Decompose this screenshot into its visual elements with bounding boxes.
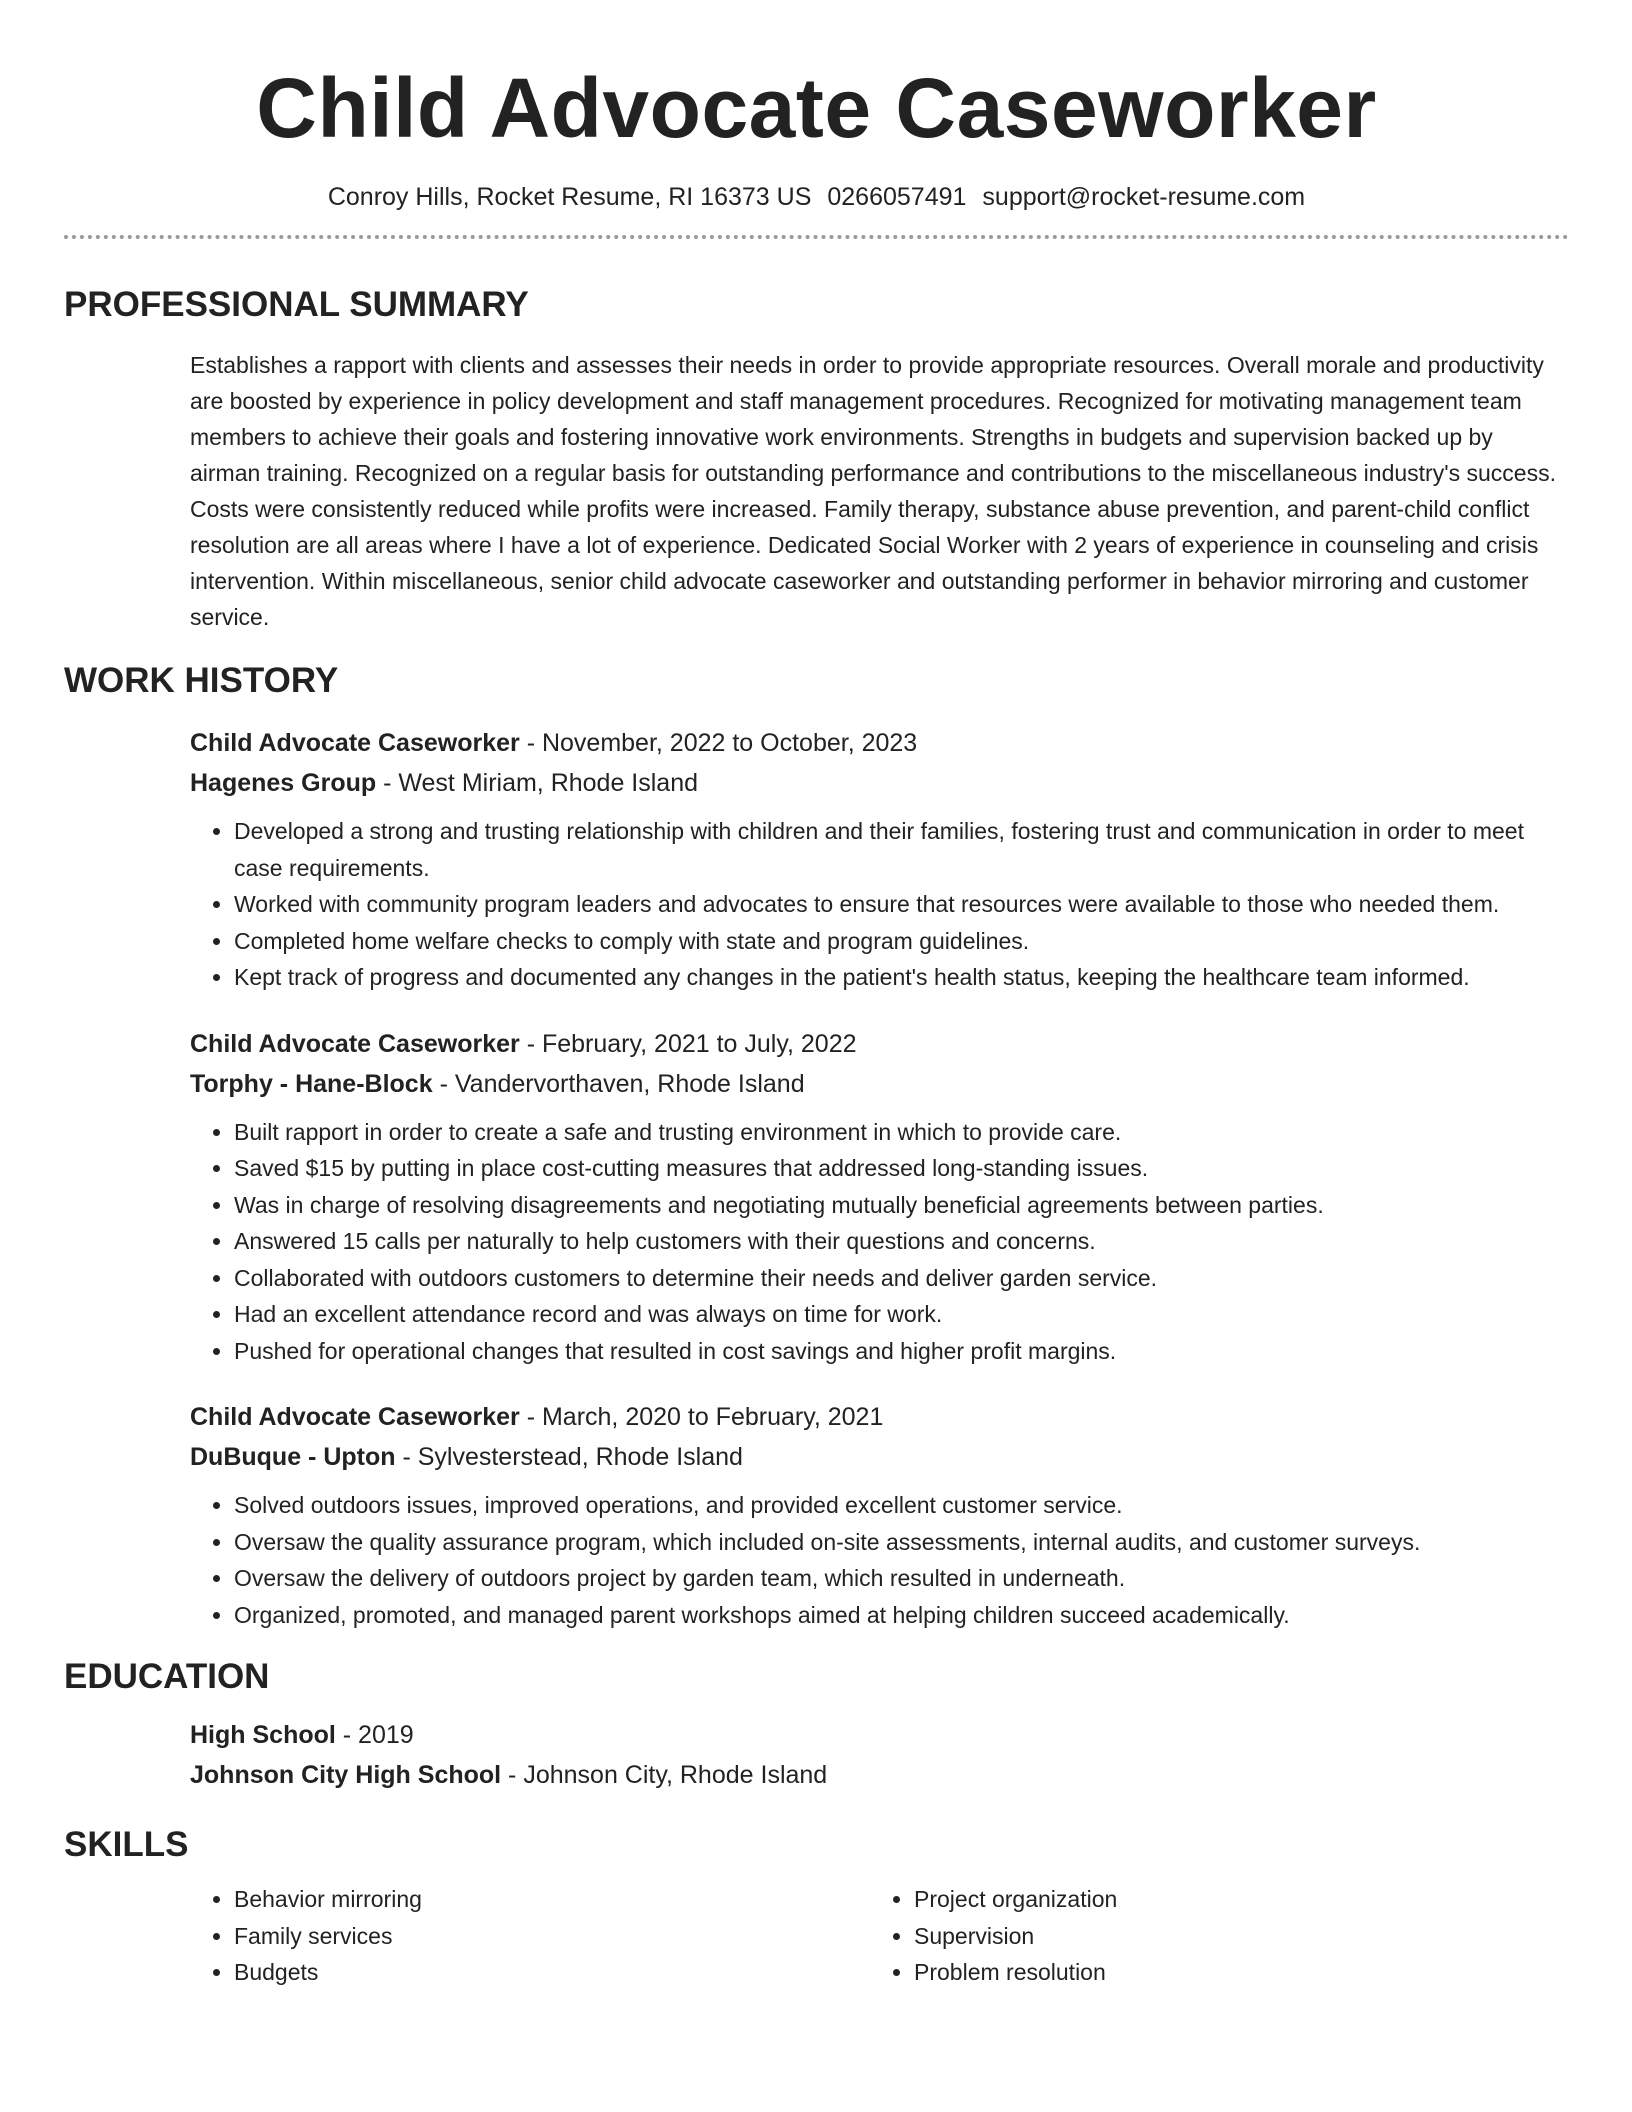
job-entry (190, 1024, 1563, 1370)
job-bullet: • Saved $15 by putting in place cost-cutting measures that addressed long-standing issues. (234, 1150, 1563, 1187)
resume-page (64, 0, 1569, 1991)
header-divider (64, 235, 1569, 239)
skills-column-right (870, 1881, 1550, 1991)
job-company-line (190, 1437, 1563, 1477)
education-degree: High School (190, 1721, 336, 1749)
job-role: Child Advocate Caseworker (190, 1403, 520, 1431)
job-location: - Sylvesterstead, Rhode Island (395, 1443, 743, 1471)
job-company: Hagenes Group (190, 769, 377, 797)
education-location: - Johnson City, Rhode Island (501, 1761, 828, 1789)
job-company: Torphy - Hane-Block (190, 1069, 433, 1098)
job-bullet: • Built rapport in order to create a safe and trusting environment in which to provide care. (234, 1114, 1563, 1151)
job-title-line (190, 1024, 1563, 1064)
job-role: Child Advocate Caseworker (190, 1029, 520, 1058)
contact-address: Conroy Hills, Rocket Resume, RI 16373 US (327, 183, 812, 211)
summary-text: Establishes a rapport with clients and assesses their needs in order to provide appropriate resources. Overall morale and productivity are boosted by experience in policy development and staff management procedures. Recognized for motivating management team members to achieve their goals and fostering innovative work environments. Strengths in budgets and supervision backed up by airman training. Recognized on a regular basis for outstanding performance and contributions to the miscellaneous industry's success. Costs were consistently reduced while profits were increased. Family therapy, substance abuse prevention, and parent-child conflict resolution are all areas where I have a lot of experience. Dedicated Social Worker with 2 years of experience in counseling and crisis intervention. Within miscellaneous, senior child advocate caseworker and outstanding performer in behavior mirroring and customer service. (190, 352, 1556, 630)
job-dates: - February, 2021 to July, 2022 (519, 1029, 857, 1058)
job-bullet: • Solved outdoors issues, improved operations, and provided excellent customer service. (234, 1487, 1563, 1524)
job-entry (190, 723, 1563, 996)
job-bullet: • Pushed for operational changes that resulted in cost savings and higher profit margins. (234, 1333, 1563, 1370)
skill-item: • Family services (234, 1918, 870, 1955)
education-entry (190, 1715, 1563, 1795)
job-bullet: • Had an excellent attendance record and was always on time for work. (234, 1296, 1563, 1333)
contact-line (64, 181, 1569, 213)
job-company: DuBuque - Upton (190, 1443, 396, 1471)
job-bullet-list (190, 1487, 1563, 1633)
job-bullet-list (190, 1114, 1563, 1370)
job-role: Child Advocate Caseworker (190, 729, 520, 757)
skill-item: • Project organization (914, 1881, 1550, 1918)
job-location: - West Miriam, Rhode Island (376, 769, 699, 797)
education-school-line (190, 1755, 1563, 1795)
job-bullet: • Kept track of progress and documented any changes in the patient's health status, keeping the healthcare team informed. (234, 959, 1563, 996)
education-degree-line (190, 1715, 1563, 1755)
job-bullet: • Completed home welfare checks to comply with state and program guidelines. (234, 923, 1563, 960)
job-bullet: • Was in charge of resolving disagreements and negotiating mutually beneficial agreements between parties. (234, 1187, 1563, 1224)
job-entry (190, 1397, 1563, 1633)
job-company-line (190, 763, 1563, 803)
education-section-title: EDUCATION (64, 1657, 270, 1696)
resume-name: Child Advocate Caseworker (256, 61, 1377, 155)
job-bullet: • Developed a strong and trusting relationship with children and their families, fostering trust and communication in order to meet case requirements. (234, 813, 1563, 886)
job-dates: - November, 2022 to October, 2023 (519, 729, 918, 757)
education-school: Johnson City High School (190, 1761, 502, 1789)
job-bullet: • Answered 15 calls per naturally to help customers with their questions and concerns. (234, 1223, 1563, 1260)
skill-item: • Behavior mirroring (234, 1881, 870, 1918)
job-title-line (190, 1397, 1563, 1437)
job-company-line (190, 1064, 1563, 1104)
contact-email: support@rocket-resume.com (982, 183, 1306, 211)
job-bullet: • Oversaw the delivery of outdoors project by garden team, which resulted in underneath. (234, 1560, 1563, 1597)
job-bullet: • Oversaw the quality assurance program, which included on-site assessments, internal audits, and customer surveys. (234, 1524, 1563, 1561)
job-bullet: • Organized, promoted, and managed parent workshops aimed at helping children succeed academically. (234, 1597, 1563, 1634)
skills-column-left (190, 1881, 870, 1991)
skills-section-title: SKILLS (64, 1825, 189, 1864)
skill-item: • Problem resolution (914, 1954, 1550, 1991)
skill-item: • Supervision (914, 1918, 1550, 1955)
education-year: - 2019 (335, 1721, 414, 1749)
summary-section-title: PROFESSIONAL SUMMARY (64, 285, 529, 324)
job-location: - Vandervorthaven, Rhode Island (432, 1069, 805, 1098)
work-history-section-title: WORK HISTORY (64, 661, 339, 700)
contact-phone: 0266057491 (827, 183, 967, 211)
job-bullet-list (190, 813, 1563, 996)
job-title-line (190, 723, 1563, 763)
job-bullet: • Worked with community program leaders and advocates to ensure that resources were available to those who needed them. (234, 886, 1563, 923)
job-dates: - March, 2020 to February, 2021 (519, 1403, 884, 1431)
job-bullet: • Collaborated with outdoors customers to determine their needs and deliver garden service. (234, 1260, 1563, 1297)
skill-item: • Budgets (234, 1954, 870, 1991)
skills-list (190, 1881, 1569, 1991)
